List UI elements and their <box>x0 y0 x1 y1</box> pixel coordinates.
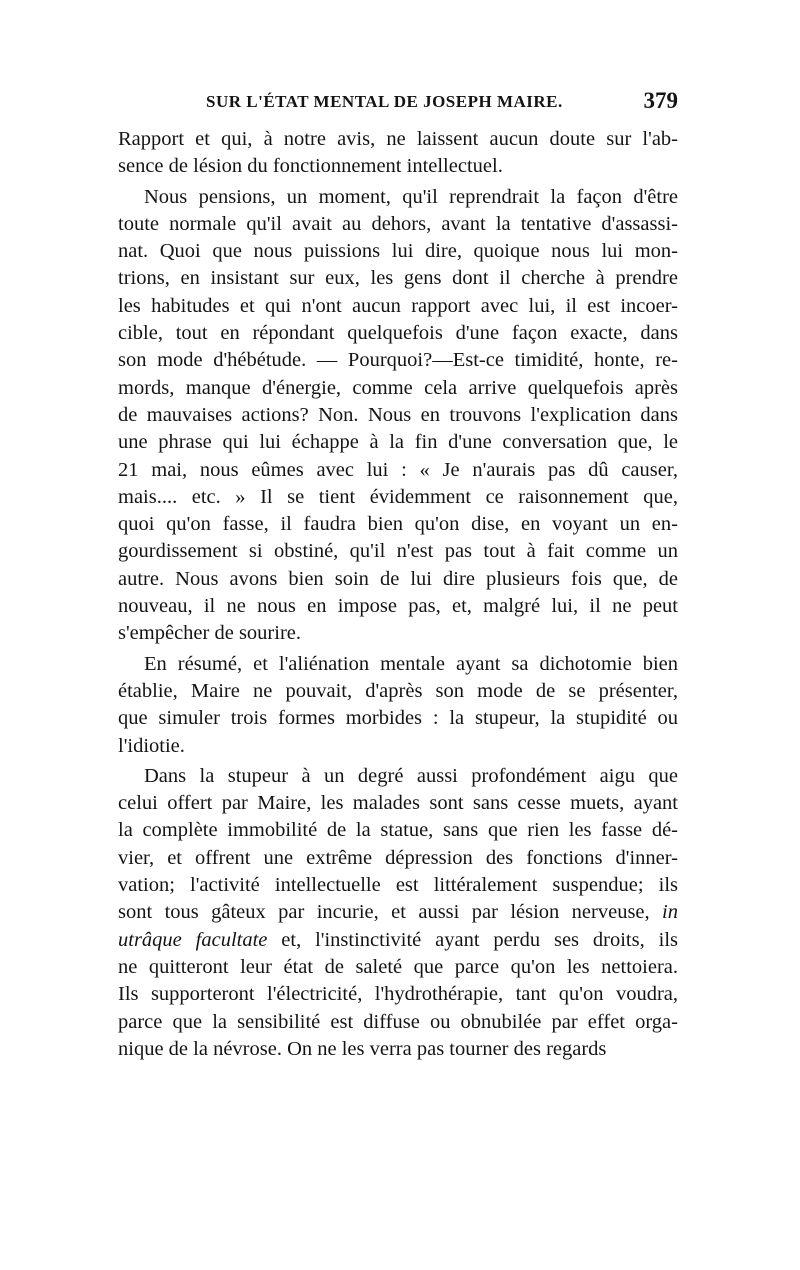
text-line: trions, en insistant sur eux, les gens dont il cherche à prendre <box>118 267 678 290</box>
text-line: une phrase qui lui échappe à la fin d'une conversation que, le <box>118 431 678 454</box>
text-line: l'idiotie. <box>118 734 185 757</box>
text-line: son mode d'hébétude. — Pourquoi?—Est-ce timidité, honte, re- <box>118 349 678 372</box>
latin-phrase: in <box>662 901 678 924</box>
text-line: mords, manque d'énergie, comme cela arrive quelquefois après <box>118 376 678 399</box>
paragraph <box>118 763 678 1063</box>
text-line: nique de la névrose. On ne les verra pas tourner des regards <box>118 1037 607 1060</box>
paragraph <box>118 126 678 181</box>
text-line: sont tous gâteux par incurie, et aussi par lésion nerveuse, in <box>118 901 678 924</box>
header-title: SUR L'ÉTAT MENTAL DE JOSEPH MAIRE. <box>206 92 563 111</box>
text-line: cible, tout en répondant quelquefois d'une façon exacte, dans <box>118 322 678 345</box>
text-line: les habitudes et qui n'ont aucun rapport avec lui, il est incoer- <box>118 294 678 317</box>
text-line: vier, et offrent une extrême dépression des fonctions d'inner- <box>118 846 678 869</box>
text-line: autre. Nous avons bien soin de lui dire plusieurs fois que, de <box>118 567 678 590</box>
text-line: nouveau, il ne nous en impose pas, et, malgré lui, il ne peut <box>118 595 678 618</box>
text-line: de mauvaises actions? Non. Nous en trouvons l'explication dans <box>118 403 678 426</box>
paragraph <box>118 184 678 648</box>
text-line: ne quitteront leur état de saleté que parce qu'on les nettoiera. <box>118 955 678 978</box>
text-line: sence de lésion du fonctionnement intellectuel. <box>118 155 503 178</box>
text-line: 21 mai, nous eûmes avec lui : « Je n'aurais pas dû causer, <box>118 458 678 481</box>
text-line: s'empêcher de sourire. <box>118 622 301 645</box>
text-line: que simuler trois formes morbides : la stupeur, la stupidité ou <box>118 707 678 730</box>
text-line: quoi qu'on fasse, il faudra bien qu'on dise, en voyant un en- <box>118 513 678 536</box>
latin-phrase: utrâque facultate <box>118 928 268 951</box>
text-line: Nous pensions, un moment, qu'il reprendrait la façon d'être <box>144 185 678 208</box>
text-line: toute normale qu'il avait au dehors, avant la tentative d'assassi- <box>118 212 678 235</box>
text-line: celui offert par Maire, les malades sont sans cesse muets, ayant <box>118 792 678 815</box>
text-line: la complète immobilité de la statue, sans que rien les fasse dé- <box>118 819 678 842</box>
body-text <box>118 126 678 1063</box>
text-line: En résumé, et l'aliénation mentale ayant sa dichotomie bien <box>144 652 678 675</box>
text-line: Ils supporteront l'électricité, l'hydrothérapie, tant qu'on voudra, <box>118 983 678 1006</box>
page-number: 379 <box>643 88 678 113</box>
text-line: vation; l'activité intellectuelle est littéralement suspendue; ils <box>118 874 678 897</box>
text-line: utrâque facultate et, l'instinctivité ayant perdu ses droits, ils <box>118 928 678 951</box>
text-line: mais.... etc. » Il se tient évidemment ce raisonnement que, <box>118 485 678 508</box>
text-line: Rapport et qui, à notre avis, ne laissent aucun doute sur l'ab- <box>118 128 678 150</box>
running-head <box>118 88 678 122</box>
paragraph <box>118 651 678 760</box>
text-line: parce que la sensibilité est diffuse ou obnubilée par effet orga- <box>118 1010 678 1033</box>
text-line: Dans la stupeur à un degré aussi profondément aigu que <box>144 764 678 787</box>
text-line: gourdissement si obstiné, qu'il n'est pas tout à fait comme un <box>118 540 678 563</box>
text-line: établie, Maire ne pouvait, d'après son mode de se présenter, <box>118 679 678 702</box>
text-line: nat. Quoi que nous puissions lui dire, quoique nous lui mon- <box>118 240 678 263</box>
